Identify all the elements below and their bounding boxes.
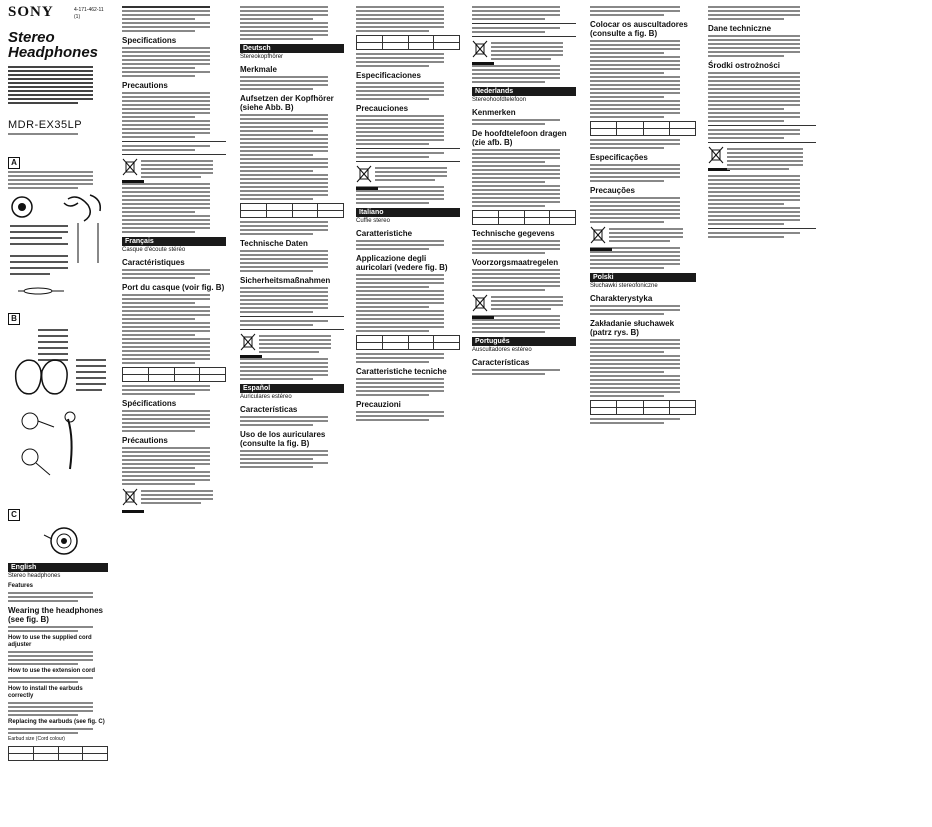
section-deutsch-bar: Deutsch [240, 44, 344, 53]
heading-wearing: Wearing the headphones (see fig. B) [8, 606, 103, 624]
language-list [8, 66, 108, 104]
figure-a-illustration [8, 193, 108, 303]
weee-notice-it [472, 40, 576, 62]
pt-size-table [590, 121, 696, 136]
heading-kenmerken: Kenmerken [472, 108, 516, 117]
product-title-line2: Headphones [8, 44, 99, 61]
section-english-bar: English [8, 563, 108, 572]
section-francais-bar: Français [122, 237, 226, 246]
heading-srodki: Środki ostrożności [708, 61, 781, 70]
column-5 [472, 4, 576, 824]
crossed-bin-icon [240, 333, 256, 351]
figure-label-c: C [8, 509, 20, 521]
heading-precauzioni: Precauzioni [356, 400, 401, 409]
column-7 [708, 4, 816, 824]
english-subtitle: Stereo headphones [8, 573, 61, 579]
weee-notice-de [240, 333, 344, 355]
weee-notice-es [356, 165, 460, 183]
section-espanol-bar: Español [240, 384, 344, 393]
heading-especificaciones: Especificaciones [356, 71, 421, 80]
heading-zakladanie: Zakładanie słuchawek (patrz rys. B) [590, 319, 675, 337]
nl-size-table [472, 210, 576, 225]
crossed-bin-icon [472, 294, 488, 312]
nederlands-subtitle: Stereohoofdtelefoon [472, 97, 527, 103]
espanol-subtitle: Auriculares estéreo [240, 394, 292, 400]
deutsch-subtitle: Stereokopfhörer [240, 54, 284, 60]
heading-charakterystyka: Charakterystyka [590, 294, 653, 303]
heading-colocar: Colocar os auscultadores (consulte a fig. B) [590, 20, 688, 38]
heading-features: Features [8, 583, 34, 589]
heading-especificacoes: Especificações [590, 153, 648, 162]
section-nederlands-bar: Nederlands [472, 87, 576, 96]
model-number: MDR-EX35LP [8, 119, 83, 131]
section-italiano-bar: Italiano [356, 208, 460, 217]
weee-notice-fr [122, 488, 226, 506]
column-4 [356, 4, 460, 824]
heading-technische-gegevens: Technische gegevens [472, 229, 555, 238]
cover-column [8, 4, 108, 824]
heading-uso: Uso de los auriculares (consulte la fig. B) [240, 430, 326, 448]
heading-caracteristiques: Caractéristiques [122, 258, 185, 267]
crossed-bin-icon [590, 226, 606, 244]
figure-b-illustration [8, 329, 108, 499]
heading-dane-techniczne: Dane techniczne [708, 24, 772, 33]
heading-port-du-casque: Port du casque (voir fig. B) [122, 283, 225, 292]
heading-applicazione: Applicazione degli auricolari (vedere fig. B) [356, 254, 448, 272]
polski-subtitle: Słuchawki stereofoniczne [590, 283, 658, 289]
heading-precautions: Precautions [122, 81, 168, 90]
figure-c-illustration [8, 525, 108, 559]
heading-cord-adjuster: How to use the supplied cord adjuster [8, 635, 92, 648]
heading-replacing: Replacing the earbuds (see fig. C) [8, 719, 105, 725]
weee-notice-pt [590, 226, 696, 244]
it-size-table [356, 335, 460, 350]
weee-notice-pl [708, 146, 816, 172]
column-3 [240, 4, 344, 824]
figure-label-b: B [8, 313, 20, 325]
heading-aufsetzen: Aufsetzen der Kopfhörer (siehe Abb. B) [240, 94, 334, 112]
heading-caratteristiche: Caratteristiche [356, 229, 413, 238]
heading-technische-daten: Technische Daten [240, 239, 308, 248]
pl-size-table [590, 400, 696, 415]
crossed-bin-icon [356, 165, 372, 183]
portugues-subtitle: Auscultadores estéreo [472, 347, 532, 353]
weee-notice [122, 158, 226, 180]
section-portugues-bar: Português [472, 337, 576, 346]
italiano-subtitle: Cuffie stereo [356, 218, 390, 224]
heading-precauciones: Precauciones [356, 104, 409, 113]
heading-precaucoes: Precauções [590, 186, 635, 195]
earbud-size-label: Earbud size (Cord colour) [8, 736, 65, 742]
section-polski-bar: Polski [590, 273, 696, 282]
heading-install-earbuds: How to install the earbuds correctly [8, 686, 83, 699]
heading-extension-cord: How to use the extension cord [8, 668, 96, 674]
weee-notice-nl [472, 294, 576, 312]
crossed-bin-icon [708, 146, 724, 164]
heading-voorzorg: Voorzorgsmaatregelen [472, 258, 559, 267]
crossed-bin-icon [122, 488, 138, 506]
heading-specifications-fr: Spécifications [122, 399, 177, 408]
brand-logo: SONY [8, 4, 54, 20]
heading-pt-caracteristicas: Características [472, 358, 530, 367]
fr-size-table [122, 367, 226, 382]
earbud-size-table [8, 746, 108, 761]
heading-caratteristiche-tecniche: Caratteristiche tecniche [356, 367, 447, 376]
column-6 [590, 4, 696, 824]
francais-subtitle: Casque d'écoute stéréo [122, 247, 186, 253]
es-size-table [356, 35, 460, 50]
de-size-table [240, 203, 344, 218]
heading-dragen: De hoofdtelefoon dragen (zie afb. B) [472, 129, 567, 147]
crossed-bin-icon [472, 40, 488, 58]
product-title-line1: Stereo [8, 29, 55, 46]
heading-specifications: Specifications [122, 36, 177, 45]
figure-label-a: A [8, 157, 20, 169]
heading-precautions-fr: Précautions [122, 436, 168, 445]
heading-sicherheit: Sicherheitsmaßnahmen [240, 276, 331, 285]
heading-merkmale: Merkmale [240, 65, 277, 74]
heading-caracteristicas: Características [240, 405, 298, 414]
column-2 [122, 4, 226, 824]
model-code: 4-171-462-11 (1) [74, 7, 104, 20]
crossed-bin-icon [122, 158, 138, 176]
